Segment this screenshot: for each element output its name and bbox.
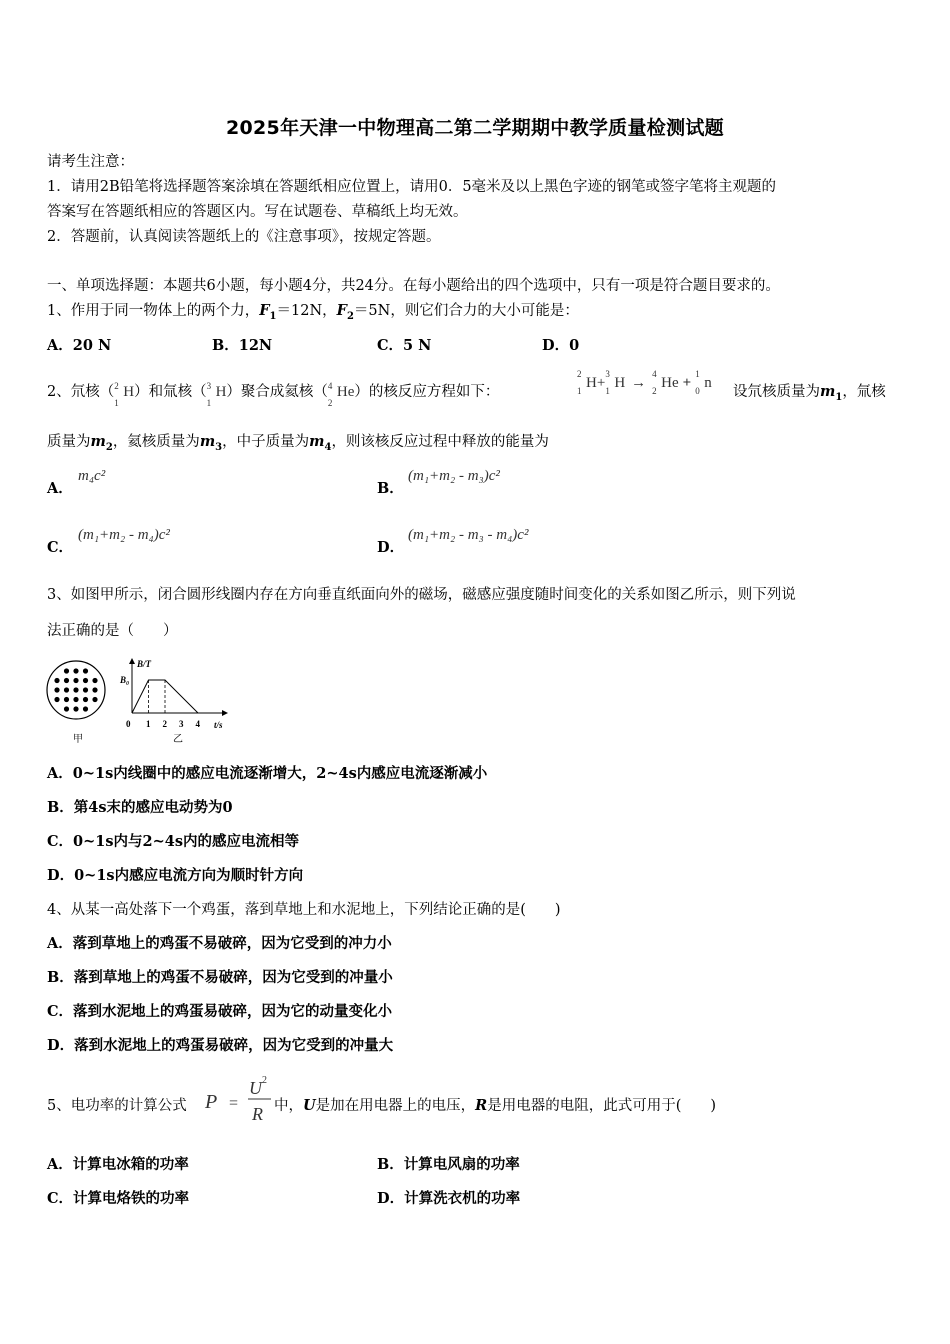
question-5-option-d[interactable]: D．计算洗衣机的功率 bbox=[377, 1190, 521, 1207]
question-3-stem-line-1: 3、如图甲所示，闭合圆形线圈内存在方向垂直纸面向外的磁场，磁感应强度随时间变化的关系如图乙所示，则下列说 bbox=[47, 587, 796, 603]
y-axis-arrow bbox=[129, 658, 135, 664]
field-dot bbox=[64, 668, 69, 673]
field-dot bbox=[54, 678, 59, 683]
question-4-option-d[interactable]: D．落到水泥地上的鸡蛋易破碎，因为它受到的冲量大 bbox=[47, 1037, 394, 1054]
field-dot bbox=[73, 687, 78, 692]
question-4-option-c[interactable]: C．落到水泥地上的鸡蛋易破碎，因为它的动量变化小 bbox=[47, 1003, 393, 1020]
field-dot bbox=[64, 678, 69, 683]
formula-u: U bbox=[249, 1078, 262, 1098]
field-dot bbox=[54, 687, 59, 692]
deuterium-symbol: 2 1 H bbox=[114, 381, 135, 408]
question-4-stem: 4、从某一高处落下一个鸡蛋，落到草地上和水泥地上，下列结论正确的是( ) bbox=[47, 902, 561, 918]
question-2-option-c-label[interactable]: C． bbox=[47, 539, 74, 556]
field-dot bbox=[73, 668, 78, 673]
question-5-stem-end: 中，U是加在用电器上的电压，R是用电器的电阻，此式可用于( ) bbox=[274, 1097, 717, 1114]
field-dot bbox=[64, 697, 69, 702]
power-formula bbox=[203, 1070, 275, 1128]
question-5-option-c[interactable]: C．计算电烙铁的功率 bbox=[47, 1190, 190, 1207]
tritium-symbol: 3 1 H bbox=[206, 381, 227, 408]
field-dot bbox=[92, 697, 97, 702]
notice-line-2: 2．答题前，认真阅读答题纸上的《注意事项》，按规定答题。 bbox=[47, 229, 441, 245]
field-dot bbox=[73, 678, 78, 683]
field-dot bbox=[64, 687, 69, 692]
question-1-option-a[interactable]: A．20 N bbox=[47, 337, 112, 354]
question-3-stem-line-2: 法正确的是（ ） bbox=[47, 623, 178, 639]
question-3-option-b[interactable]: B．第4s末的感应电动势为0 bbox=[47, 799, 233, 816]
field-dot bbox=[83, 697, 88, 702]
question-3-option-a[interactable]: A．0~1s内线圈中的感应电流逐渐增大，2~4s内感应电流逐渐减小 bbox=[47, 765, 488, 782]
field-dot bbox=[92, 678, 97, 683]
figure-label-yi: 乙 bbox=[173, 734, 183, 745]
question-1-stem: 1、作用于同一物体上的两个力，$F_1=12N$，$F_2=5N$，则它们合力的大小可能是： bbox=[47, 302, 579, 322]
question-2-option-c[interactable]: (m₁+m₂ - m₄)c² bbox=[78, 527, 170, 543]
notice-line-1a: 1．请用2B铅笔将选择题答案涂填在答题纸相应位置上，请用0．5毫米及以上黑色字迹的钢笔或签字笔将主观题的 bbox=[47, 179, 777, 195]
question-1-option-d[interactable]: D．0 bbox=[542, 337, 580, 354]
notice-heading: 请考生注意： bbox=[47, 154, 134, 170]
b0-label: B₀ bbox=[120, 675, 130, 685]
question-3-figure bbox=[40, 656, 240, 748]
page-title: 2025年天津一中物理高二第二学期期中教学质量检测试题 bbox=[226, 117, 724, 139]
question-1-option-b[interactable]: B．12N bbox=[212, 337, 273, 354]
section-heading: 一、单项选择题：本题共6小题，每小题4分，共24分。在每小题给出的四个选项中，只有一项是符合题目要求的。 bbox=[47, 278, 780, 294]
question-2-stem-line-2: 质量为$m_2$，氦核质量为$m_3$，中子质量为$m_4$，则该核反应过程中释放的能量为 bbox=[47, 433, 549, 453]
figure-label-jia: 甲 bbox=[73, 734, 83, 745]
question-3-option-c[interactable]: C．0~1s内与2~4s内的感应电流相等 bbox=[47, 833, 300, 850]
x-tick-label: 0 bbox=[126, 719, 131, 729]
field-dot bbox=[83, 706, 88, 711]
nuclear-reaction-equation: 2 1 H+ 3 1 H → 4 2 He + 1 0 n bbox=[577, 369, 712, 396]
formula-p: P bbox=[205, 1091, 218, 1113]
field-dot bbox=[54, 697, 59, 702]
x-axis-arrow bbox=[222, 710, 228, 716]
question-5-stem-start: 5、电功率的计算公式 bbox=[47, 1098, 187, 1114]
x-tick-label: 3 bbox=[179, 719, 184, 729]
y-axis-label: B/T bbox=[137, 659, 152, 669]
b-t-graph bbox=[119, 658, 228, 730]
x-tick-label: 1 bbox=[146, 719, 151, 729]
field-dot bbox=[92, 687, 97, 692]
question-2-option-a-label[interactable]: A． bbox=[47, 480, 73, 497]
x-tick-label: 2 bbox=[162, 719, 167, 729]
field-dot bbox=[83, 668, 88, 673]
magnetic-field-dots bbox=[54, 668, 97, 711]
question-2-option-a[interactable]: m₄c² bbox=[78, 468, 106, 484]
question-5-option-b[interactable]: B．计算电风扇的功率 bbox=[377, 1156, 520, 1173]
question-2-stem-line-1: 2、氘核（ 2 1 H）和氚核（ 3 1 H）聚合成氦核（ 4 2 He）的核反应方程如下： bbox=[47, 381, 500, 408]
x-tick-labels bbox=[126, 719, 201, 729]
field-dot bbox=[83, 678, 88, 683]
helium-symbol: 4 2 He bbox=[327, 381, 355, 408]
x-axis-label: t/s bbox=[214, 720, 223, 730]
question-3-option-d[interactable]: D．0~1s内感应电流方向为顺时针方向 bbox=[47, 867, 304, 884]
question-2-option-b-label[interactable]: B． bbox=[377, 480, 404, 497]
question-2-stem-tail: 设氘核质量为$m_1$，氚核 bbox=[733, 383, 886, 403]
question-1-option-c[interactable]: C．5 N bbox=[377, 337, 432, 354]
coil-figure bbox=[47, 661, 105, 719]
field-dot bbox=[64, 706, 69, 711]
question-2-option-b[interactable]: (m₁+m₂ - m₃)c² bbox=[408, 468, 500, 484]
x-tick-label: 4 bbox=[195, 719, 200, 729]
field-dot bbox=[73, 706, 78, 711]
formula-r: R bbox=[252, 1104, 263, 1124]
question-2-option-d[interactable]: (m₁+m₂ - m₃ - m₄)c² bbox=[408, 527, 529, 543]
formula-square: 2 bbox=[262, 1075, 267, 1086]
question-4-option-b[interactable]: B．落到草地上的鸡蛋不易破碎，因为它受到的冲量小 bbox=[47, 969, 393, 986]
question-5-option-a[interactable]: A．计算电冰箱的功率 bbox=[47, 1156, 189, 1173]
question-2-option-d-label[interactable]: D． bbox=[377, 539, 405, 556]
formula-equals: = bbox=[229, 1095, 239, 1112]
field-dot bbox=[73, 697, 78, 702]
notice-line-1b: 答案写在答题纸相应的答题区内。写在试题卷、草稿纸上均无效。 bbox=[47, 204, 468, 220]
field-dot bbox=[83, 687, 88, 692]
question-4-option-a[interactable]: A．落到草地上的鸡蛋不易破碎，因为它受到的冲力小 bbox=[47, 935, 392, 952]
